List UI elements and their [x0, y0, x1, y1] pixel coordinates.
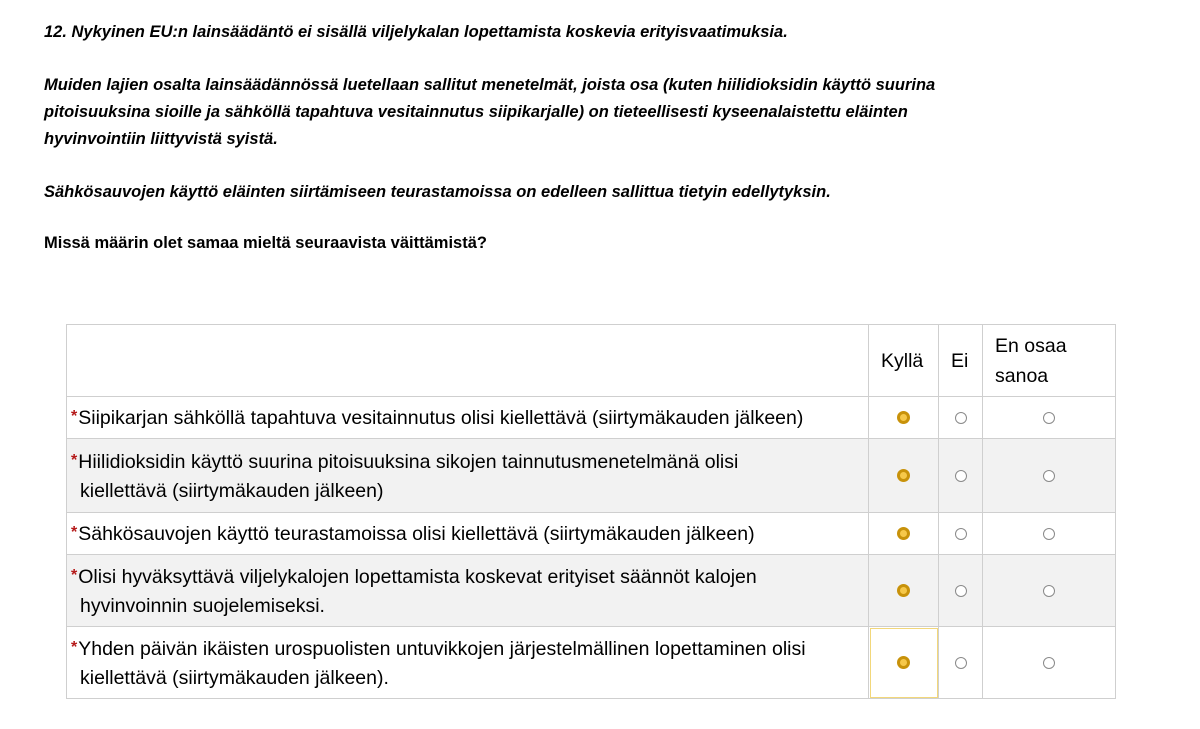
- option-yes-cell[interactable]: [869, 439, 939, 513]
- matrix-row: [67, 513, 1116, 555]
- statement-cell: [67, 513, 869, 555]
- radio-dont-know[interactable]: [1043, 585, 1055, 597]
- radio-yes[interactable]: [897, 469, 910, 482]
- question-title: 12. Nykyinen EU:n lainsäädäntö ei sisällä viljelykalan lopettamista koskevia erityisvaatimuksia.: [44, 23, 788, 41]
- statement-cell: [67, 627, 869, 699]
- required-marker: *: [71, 638, 78, 656]
- statement-text-line-2: hyvinvoinnin suojelemiseksi.: [80, 594, 325, 617]
- column-header-yes: Kyllä: [869, 325, 939, 397]
- column-header-no: Ei: [939, 325, 983, 397]
- radio-no[interactable]: [955, 470, 967, 482]
- column-header-dont-know-line-2: sanoa: [995, 364, 1049, 387]
- option-yes-cell[interactable]: [869, 555, 939, 627]
- option-yes-cell[interactable]: [869, 627, 939, 699]
- radio-dont-know[interactable]: [1043, 412, 1055, 424]
- context-paragraph-line-1: Muiden lajien osalta lainsäädännössä luetellaan sallitut menetelmät, joista osa (kuten hiilidioksidin käyttö suurina: [44, 76, 936, 94]
- radio-no[interactable]: [955, 528, 967, 540]
- option-no-cell[interactable]: [939, 627, 983, 699]
- option-dont-know-cell[interactable]: [983, 513, 1116, 555]
- statement-text-line-1: Yhden päivän ikäisten urospuolisten untuvikkojen järjestelmällinen lopettaminen olisi: [78, 637, 806, 660]
- statement-text: Siipikarjan sähköllä tapahtuva vesitainnutus olisi kiellettävä (siirtymäkauden jälkeen): [78, 407, 804, 429]
- radio-dont-know[interactable]: [1043, 657, 1055, 669]
- required-marker: *: [71, 566, 78, 584]
- column-header-dont-know: [983, 325, 1116, 397]
- question-prompt: Missä määrin olet samaa mieltä seuraavista väittämistä?: [44, 234, 487, 252]
- statement-cell: [67, 397, 869, 439]
- context-paragraph-electric-prods: Sähkösauvojen käyttö eläinten siirtämiseen teurastamoissa on edelleen sallittua tietyin edellytyksin.: [44, 183, 831, 201]
- radio-yes[interactable]: [897, 656, 910, 669]
- required-marker: *: [71, 451, 78, 469]
- matrix-row: [67, 627, 1116, 699]
- option-no-cell[interactable]: [939, 555, 983, 627]
- statement-text-line-2: kiellettävä (siirtymäkauden jälkeen): [80, 479, 384, 502]
- radio-no[interactable]: [955, 412, 967, 424]
- statement-text-line-1: Olisi hyväksyttävä viljelykalojen lopettamista koskevat erityiset säännöt kalojen: [78, 565, 757, 588]
- option-no-cell[interactable]: [939, 439, 983, 513]
- radio-yes[interactable]: [897, 584, 910, 597]
- matrix-row: [67, 439, 1116, 513]
- option-no-cell[interactable]: [939, 513, 983, 555]
- question-intro: [44, 19, 1154, 257]
- option-no-cell[interactable]: [939, 397, 983, 439]
- statement-cell: [67, 439, 869, 513]
- radio-no[interactable]: [955, 585, 967, 597]
- context-paragraph-line-3: hyvinvointiin liittyvistä syistä.: [44, 130, 278, 148]
- option-dont-know-cell[interactable]: [983, 397, 1116, 439]
- option-dont-know-cell[interactable]: [983, 627, 1116, 699]
- statement-cell: [67, 555, 869, 627]
- required-marker: *: [71, 408, 78, 425]
- agreement-matrix: [66, 324, 1116, 699]
- required-marker: *: [71, 524, 78, 541]
- radio-dont-know[interactable]: [1043, 528, 1055, 540]
- radio-dont-know[interactable]: [1043, 470, 1055, 482]
- option-dont-know-cell[interactable]: [983, 555, 1116, 627]
- radio-yes[interactable]: [897, 411, 910, 424]
- option-yes-cell[interactable]: [869, 397, 939, 439]
- column-header-dont-know-line-1: En osaa: [995, 334, 1067, 357]
- matrix-header-row: [67, 325, 1116, 397]
- matrix-header-empty: [67, 325, 869, 397]
- option-yes-cell[interactable]: [869, 513, 939, 555]
- radio-yes[interactable]: [897, 527, 910, 540]
- radio-no[interactable]: [955, 657, 967, 669]
- statement-text-line-2: kiellettävä (siirtymäkauden jälkeen).: [80, 666, 389, 689]
- statement-text-line-1: Hiilidioksidin käyttö suurina pitoisuuksina sikojen tainnutusmenetelmänä olisi: [78, 450, 739, 473]
- option-dont-know-cell[interactable]: [983, 439, 1116, 513]
- matrix-row: [67, 555, 1116, 627]
- matrix-row: [67, 397, 1116, 439]
- context-paragraph-line-2: pitoisuuksina sioille ja sähköllä tapahtuva vesitainnutus siipikarjalle) on tieteellisesti kyseenalaistettu eläinten: [44, 103, 908, 121]
- statement-text: Sähkösauvojen käyttö teurastamoissa olisi kiellettävä (siirtymäkauden jälkeen): [78, 523, 755, 545]
